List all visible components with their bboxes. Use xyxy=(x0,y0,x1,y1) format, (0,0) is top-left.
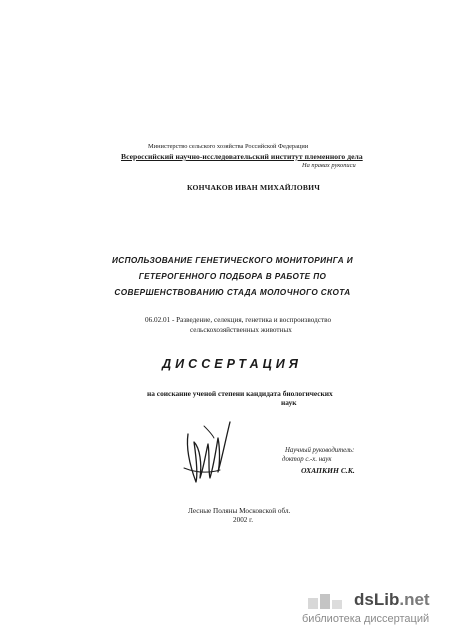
supervisor-label: Научный руководитель: xyxy=(285,447,355,454)
watermark-subtitle: библиотека диссертаций xyxy=(302,613,430,625)
supervisor-name: ОХАПКИН С.К. xyxy=(301,466,355,475)
supervisor-degree: доктор с.-х. наук xyxy=(282,456,332,463)
title-line-1: ИСПОЛЬЗОВАНИЕ ГЕНЕТИЧЕСКОГО МОНИТОРИНГА И xyxy=(111,256,354,265)
dslib-watermark-logo xyxy=(278,590,446,634)
watermark-brand xyxy=(354,590,430,610)
manuscript-rights-note: На правах рукописи xyxy=(302,162,356,169)
publication-place: Лесные Поляны Московской обл. xyxy=(188,507,291,515)
specialty-line-1: 06.02.01 - Разведение, селекция, генетика и воспроизводство xyxy=(145,316,332,324)
watermark-brand-strong: dsLib xyxy=(354,590,400,609)
institute-line: Всероссийский научно-исследовательский институт племенного дела xyxy=(121,152,363,161)
title-line-3: СОВЕРШЕНСТВОВАНИЮ СТАДА МОЛОЧНОГО СКОТА xyxy=(114,288,351,297)
document-type-heading: ДИССЕРТАЦИЯ xyxy=(162,357,302,371)
handwritten-signature xyxy=(174,408,242,488)
specialty-line-2: сельскохозяйственных животных xyxy=(190,326,292,334)
author-name: КОНЧАКОВ ИВАН МИХАЙЛОВИЧ xyxy=(187,183,321,192)
degree-line-1: на соискание ученой степени кандидата биологических xyxy=(147,389,333,398)
book-stack-icon xyxy=(306,592,350,610)
title-line-2: ГЕТЕРОГЕННОГО ПОДБОРА В РАБОТЕ ПО xyxy=(138,272,327,281)
publication-year: 2002 г. xyxy=(233,516,254,524)
watermark-brand-light: .net xyxy=(399,590,430,609)
ministry-line: Министерство сельского хозяйства Российской Федерации xyxy=(148,143,309,150)
degree-line-2: наук xyxy=(281,398,297,407)
